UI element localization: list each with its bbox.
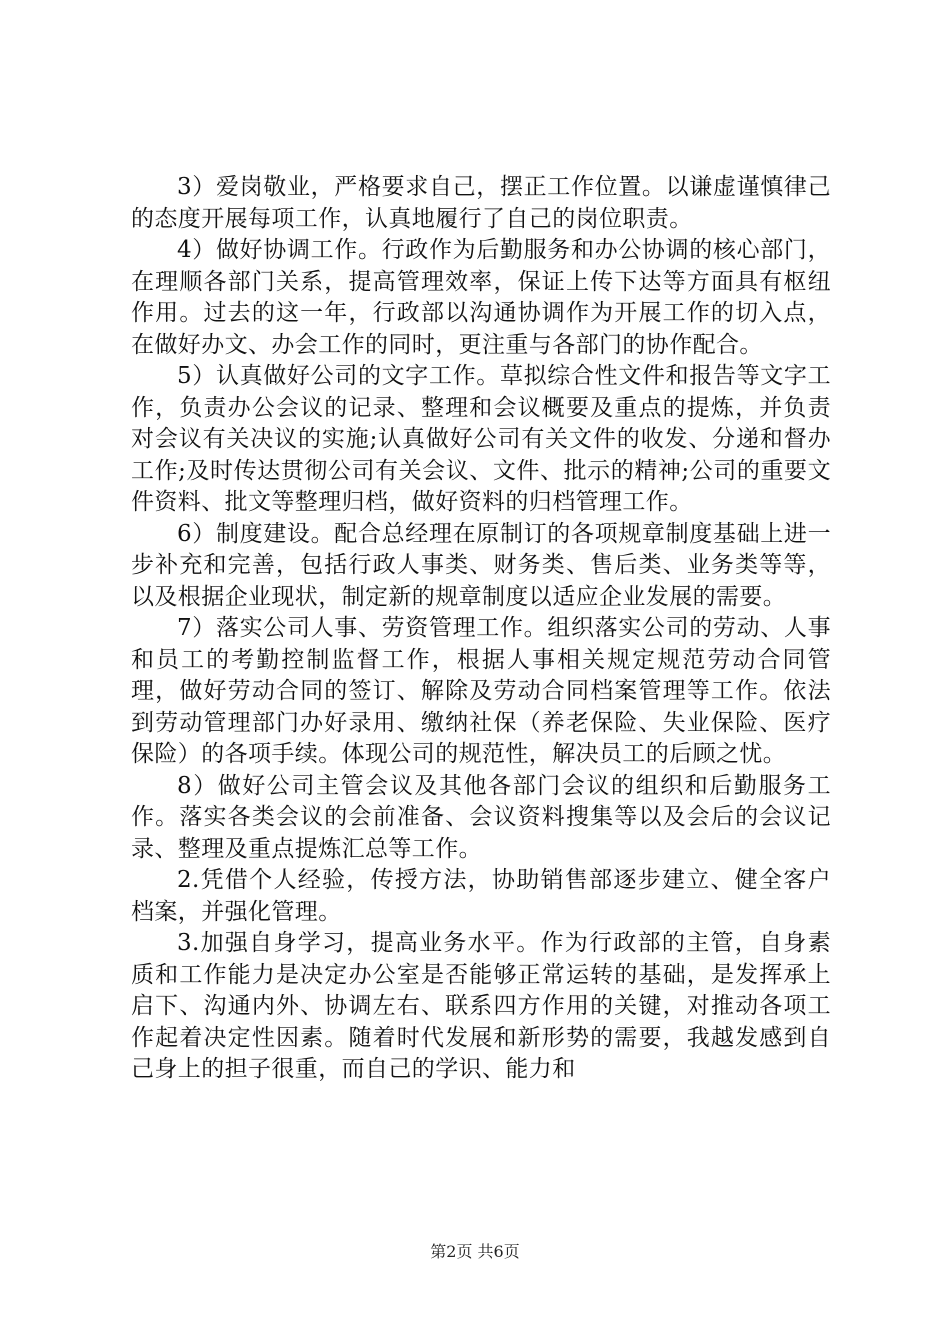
paragraph-item-7: 7）落实公司人事、劳资管理工作。组织落实公司的劳动、人事和员工的考勤控制监督工作，根据人事相关规定规范劳动合同管理，做好劳动合同的签订、解除及劳动合同档案管理等工作。依法到劳动管理部门办好录用、缴纳社保（养老保险、失业保险、医疗保险）的各项手续。体现公司的规范性，解决员工的后顾之忧。 (131, 615, 831, 767)
document-body (131, 172, 831, 1086)
paragraph-section-2: 2.凭借个人经验，传授方法，协助销售部逐步建立、健全客户档案，并强化管理。 (131, 867, 831, 925)
paragraph-item-6: 6）制度建设。配合总经理在原制订的各项规章制度基础上进一步补充和完善，包括行政人事类、财务类、售后类、业务类等等，以及根据企业现状，制定新的规章制度以适应企业发展的需要。 (131, 520, 831, 610)
paragraph-item-8: 8）做好公司主管会议及其他各部门会议的组织和后勤服务工作。落实各类会议的会前准备、会议资料搜集等以及会后的会议记录、整理及重点提炼汇总等工作。 (131, 772, 831, 862)
page-number-footer: 第2页 共6页 (430, 1242, 520, 1261)
paragraph-section-3: 3.加强自身学习，提高业务水平。作为行政部的主管，自身素质和工作能力是决定办公室是否能够正常运转的基础，是发挥承上启下、沟通内外、协调左右、联系四方作用的关键，对推动各项工作起着决定性因素。随着时代发展和新形势的需要，我越发感到自己身上的担子很重，而自己的学识、能力和 (131, 930, 831, 1082)
paragraph-item-4: 4）做好协调工作。行政作为后勤服务和办公协调的核心部门，在理顺各部门关系，提高管理效率，保证上传下达等方面具有枢纽作用。过去的这一年，行政部以沟通协调作为开展工作的切入点，在做好办文、办会工作的同时，更注重与各部门的协作配合。 (131, 237, 831, 358)
paragraph-item-3: 3）爱岗敬业，严格要求自己，摆正工作位置。以谦虚谨慎律己的态度开展每项工作，认真地履行了自己的岗位职责。 (131, 174, 831, 232)
paragraph-item-5: 5）认真做好公司的文字工作。草拟综合性文件和报告等文字工作，负责办公会议的记录、整理和会议概要及重点的提炼，并负责对会议有关决议的实施;认真做好公司有关文件的收发、分递和督办工作;及时传达贯彻公司有关会议、文件、批示的精神;公司的重要文件资料、批文等整理归档，做好资料的归档管理工作。 (131, 363, 831, 515)
